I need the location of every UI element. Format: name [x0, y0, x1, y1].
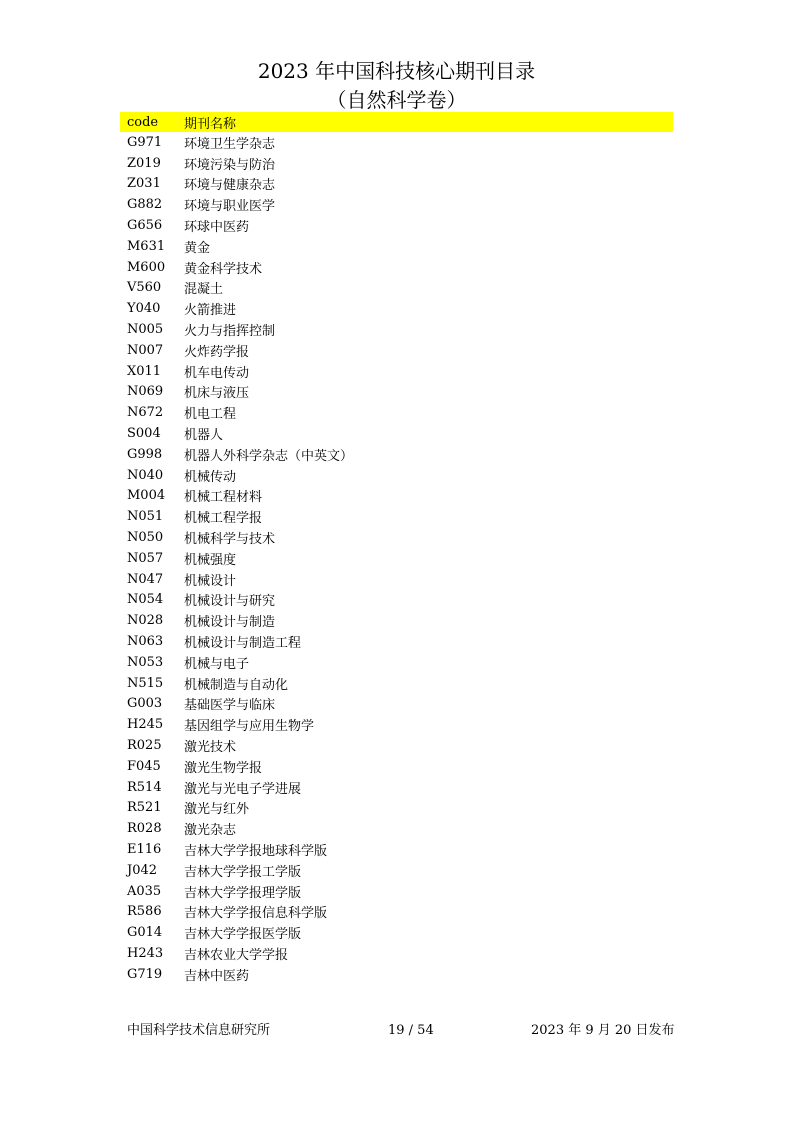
journal-code: R521 — [127, 800, 162, 816]
table-row — [120, 278, 673, 299]
table-row — [120, 756, 673, 777]
journal-name: 火力与指挥控制 — [184, 324, 276, 340]
table-row — [120, 901, 673, 922]
table-row — [120, 964, 673, 985]
table-row — [120, 506, 673, 527]
table-row — [120, 798, 673, 819]
journal-name: 机械与电子 — [184, 656, 250, 672]
table-row — [120, 486, 673, 507]
journal-code: G014 — [127, 925, 163, 941]
table-body — [120, 132, 673, 985]
table-row — [120, 236, 673, 257]
journal-name: 激光与光电子学进展 — [184, 781, 302, 797]
journal-name: 吉林大学学报工学版 — [184, 864, 302, 880]
table-row — [120, 423, 673, 444]
journal-name: 机械强度 — [184, 552, 237, 568]
journal-name: 吉林大学学报理学版 — [184, 885, 302, 901]
journal-name: 环境卫生学杂志 — [184, 136, 276, 152]
table-row — [120, 548, 673, 569]
journal-name: 环球中医药 — [184, 220, 250, 236]
journal-name: 机械设计与制造工程 — [184, 636, 302, 652]
table-row — [120, 319, 673, 340]
journal-name: 激光技术 — [184, 740, 237, 755]
journal-code: R586 — [127, 904, 162, 920]
journal-name: 机械设计与制造 — [184, 615, 276, 631]
column-header-name: 期刊名称 — [184, 116, 237, 132]
journal-code: G971 — [127, 134, 163, 150]
journal-code: R025 — [127, 738, 162, 753]
journal-code: E116 — [127, 841, 162, 857]
journal-name: 机电工程 — [184, 407, 237, 423]
footer-publisher: 中国科学技术信息研究所 — [127, 1023, 271, 1038]
table-row — [120, 777, 673, 798]
table-row — [120, 215, 673, 236]
table-row — [120, 652, 673, 673]
journal-name: 机车电传动 — [184, 365, 250, 381]
table-row — [120, 860, 673, 881]
table-row — [120, 735, 673, 756]
journal-code: M600 — [127, 259, 166, 275]
journal-name: 火箭推进 — [184, 303, 237, 319]
table-row — [120, 340, 673, 361]
journal-code: N057 — [127, 550, 164, 566]
journal-code: N051 — [127, 509, 164, 525]
journal-name: 黄金 — [184, 240, 211, 256]
table-row — [120, 298, 673, 319]
journal-name: 机械科学与技术 — [184, 532, 276, 548]
table-row — [120, 444, 673, 465]
journal-name: 基础医学与临床 — [184, 698, 276, 714]
journal-code: N053 — [127, 654, 164, 670]
table-row — [120, 153, 673, 174]
journal-code: M004 — [127, 488, 166, 504]
table-row — [120, 527, 673, 548]
journal-name: 吉林中医药 — [184, 968, 250, 984]
journal-code: F045 — [127, 758, 161, 774]
table-row — [120, 590, 673, 611]
journal-name: 黄金科学技术 — [184, 261, 263, 277]
journal-name: 机床与液压 — [184, 386, 250, 402]
table-row — [120, 569, 673, 590]
table-header — [120, 112, 673, 132]
journal-code: N054 — [127, 592, 164, 608]
table-row — [120, 361, 673, 382]
journal-code: G882 — [127, 197, 163, 213]
journal-code: G719 — [127, 966, 163, 982]
journal-code: Z019 — [127, 155, 161, 171]
table-row — [120, 694, 673, 715]
journal-name: 机械设计 — [184, 573, 237, 589]
journal-name: 混凝土 — [184, 282, 224, 298]
journal-code: N028 — [127, 613, 164, 629]
table-row — [120, 257, 673, 278]
journal-code: N005 — [127, 322, 164, 338]
journal-code: R514 — [127, 779, 162, 795]
journal-name: 环境与健康杂志 — [184, 178, 276, 194]
journal-code: R028 — [127, 821, 162, 837]
journal-code: M631 — [127, 238, 166, 254]
journal-code: N515 — [127, 675, 164, 691]
journal-code: V560 — [127, 280, 162, 296]
table-row — [120, 174, 673, 195]
journal-code: J042 — [127, 862, 158, 878]
journal-name: 机械制造与自动化 — [184, 677, 289, 693]
table-row — [120, 881, 673, 902]
table-row — [120, 631, 673, 652]
journal-code: N040 — [127, 467, 164, 483]
journal-name: 机器人外科学杂志（中英文） — [184, 448, 354, 464]
table-row — [120, 194, 673, 215]
journal-code: N047 — [127, 571, 164, 587]
journal-code: H245 — [127, 717, 164, 733]
journal-name: 机械传动 — [184, 469, 237, 485]
journal-name: 吉林大学学报医学版 — [184, 927, 302, 943]
journal-name: 火炸药学报 — [184, 344, 250, 360]
page-subtitle: （自然科学卷） — [326, 88, 467, 112]
table-row — [120, 465, 673, 486]
journal-code: G656 — [127, 218, 163, 234]
journal-code: S004 — [127, 426, 161, 442]
table-row — [120, 818, 673, 839]
column-header-code: code — [127, 114, 159, 130]
journal-name: 吉林大学学报信息科学版 — [184, 906, 328, 922]
journal-name: 机械工程学报 — [184, 511, 263, 527]
journal-name: 吉林农业大学学报 — [184, 947, 289, 963]
journal-name: 环境污染与防治 — [184, 157, 276, 173]
journal-code: X011 — [127, 363, 162, 379]
journal-table — [120, 112, 673, 985]
journal-code: G003 — [127, 696, 163, 712]
journal-name: 基因组学与应用生物学 — [184, 719, 315, 735]
table-row — [120, 714, 673, 735]
journal-name: 机械工程材料 — [184, 490, 263, 506]
journal-name: 吉林大学学报地球科学版 — [184, 843, 328, 859]
table-row — [120, 610, 673, 631]
table-row — [120, 382, 673, 403]
journal-code: A035 — [127, 883, 162, 899]
journal-name: 环境与职业医学 — [184, 199, 276, 215]
journal-name: 机器人 — [184, 428, 224, 444]
journal-code: N063 — [127, 634, 164, 650]
table-row — [120, 132, 673, 153]
journal-code: G998 — [127, 446, 163, 462]
journal-name: 激光生物学报 — [184, 760, 263, 776]
journal-code: N007 — [127, 342, 164, 358]
page-title: 2023 年中国科技核心期刊目录 — [257, 59, 536, 83]
table-row — [120, 402, 673, 423]
journal-code: Z031 — [127, 176, 161, 192]
table-row — [120, 943, 673, 964]
journal-code: H243 — [127, 945, 164, 961]
table-row — [120, 922, 673, 943]
journal-code: Y040 — [127, 301, 161, 317]
footer-page-number: 19 / 54 — [388, 1023, 434, 1038]
journal-name: 激光杂志 — [184, 823, 237, 839]
table-row — [120, 839, 673, 860]
journal-name: 激光与红外 — [184, 802, 250, 818]
journal-code: N069 — [127, 384, 164, 400]
journal-name: 机械设计与研究 — [184, 594, 276, 610]
table-row — [120, 673, 673, 694]
footer-date: 2023 年 9 月 20 日发布 — [531, 1023, 675, 1038]
journal-code: N050 — [127, 530, 164, 546]
journal-code: N672 — [127, 405, 164, 421]
